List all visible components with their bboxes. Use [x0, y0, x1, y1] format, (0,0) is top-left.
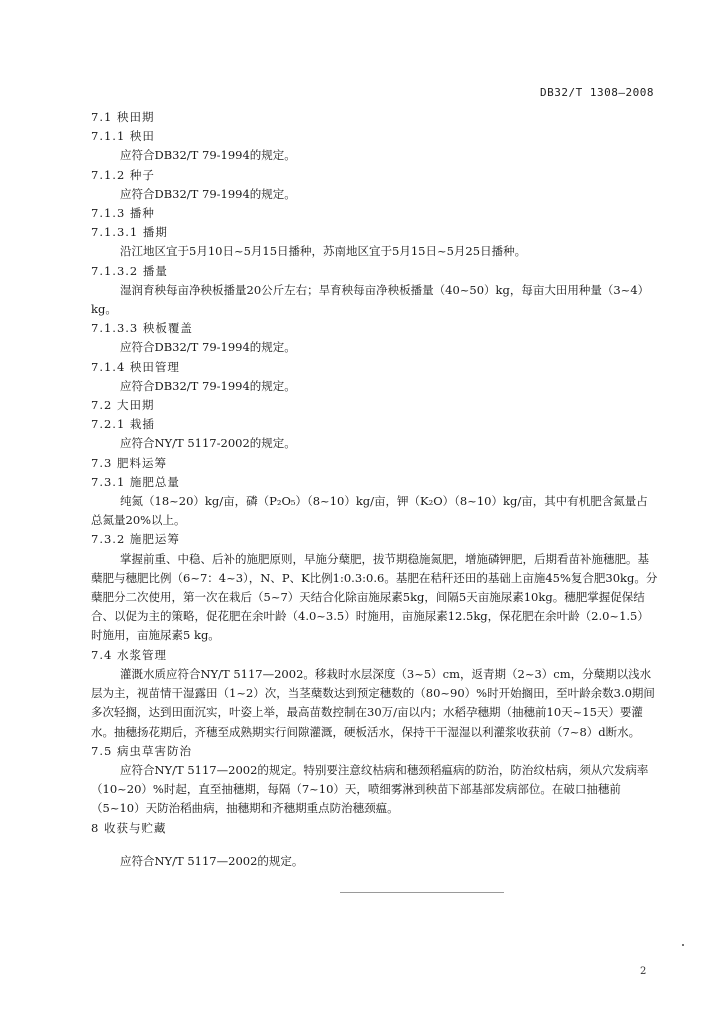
- heading-7-1-3-1: 7.1.3.1 播期: [91, 225, 168, 240]
- heading-7-4: 7.4 水浆管理: [91, 647, 167, 662]
- standard-code: DB32/T 1308—2008: [540, 86, 654, 99]
- paragraph-7-1-3-2: 湿润育秧每亩净秧板播量20公斤左右；旱育秧每亩净秧板播量（40~50）kg，每亩大田用种量（3~4）kg。: [91, 282, 650, 317]
- paragraph-7-4: 灌溉水质应符合NY/T 5117—2002。移栽时水层深度（3~5）cm，返青期（2~3）cm，分蘖期以浅水层为主，视苗情干湿露田（1~2）次，当茎蘖数达到预定穗数的（80~90）%时开始搁田，至叶龄余数3.0期间多次轻搁，达到田面沉实，叶姿上举，最高苗数控制在30万/亩以内；水稻孕穗期（抽穗前10天~15天）要灌水。抽穗扬花期后，齐穗至成熟期实行间隙灌溉，硬板活水，保持干干湿湿以利灌浆收获前（7~8）d断水。: [91, 666, 655, 739]
- heading-7-1-2: 7.1.2 种子: [91, 167, 155, 182]
- heading-7-1-3-3: 7.1.3.3 秧板覆盖: [91, 321, 193, 336]
- paragraph-7-5: 应符合NY/T 5117—2002的规定。特别要注意纹枯病和穗颈稻瘟病的防治，防治纹枯病，须从穴发病率（10~20）%时起，直至抽穗期，每隔（7~10）天，喷细雾淋到秧苗下部基部发病部位。在破口抽穗前（5~10）天防治稻曲病，抽穗期和齐穗期重点防治穗颈瘟。: [91, 762, 649, 816]
- heading-7-1-3: 7.1.3 播种: [91, 206, 155, 221]
- document-body: [91, 108, 659, 871]
- heading-7-1-4: 7.1.4 秧田管理: [91, 359, 180, 374]
- heading-7-1-1: 7.1.1 秧田: [91, 129, 155, 144]
- heading-7-2: 7.2 大田期: [91, 398, 155, 413]
- heading-7-5: 7.5 病虫草害防治: [91, 743, 192, 758]
- scan-mark: [682, 944, 684, 946]
- paragraph-7-2-1: 应符合NY/T 5117-2002的规定。: [120, 436, 296, 451]
- heading-7-3-2: 7.3.2 施肥运筹: [91, 532, 180, 547]
- page-number: 2: [640, 966, 647, 977]
- heading-7-2-1: 7.2.1 栽插: [91, 417, 155, 432]
- end-rule: [340, 892, 504, 893]
- paragraph-7-3-1: 纯氮（18~20）kg/亩，磷（P₂O₅）（8~10）kg/亩，钾（K₂O）（8~10）kg/亩，其中有机肥含氮量占总氮量20%以上。: [91, 494, 648, 528]
- paragraph-7-1-3-3: 应符合DB32/T 79-1994的规定。: [120, 340, 296, 355]
- paragraph-7-3-2: 掌握前重、中稳、后补的施肥原则，早施分蘖肥，拔节期稳施氮肥，增施磷钾肥，后期看苗补施穗肥。基蘖肥与穗肥比例（6~7：4~3），N、P、K比例1:0.3:0.6。基肥在秸秆还田的基础上亩施45%复合肥30kg。分蘖肥分二次使用，第一次在栽后（5~7）天结合化除亩施尿素5kg，间隔5天亩施尿素10kg。穗肥掌握促保结合、以促为主的策略，促花肥在余叶龄（4.0~3.5）时施用，亩施尿素12.5kg，保花肥在余叶龄（2.0~1.5）时施用，亩施尿素5 kg。: [91, 551, 658, 643]
- heading-7-3-1: 7.3.1 施肥总量: [91, 474, 180, 489]
- paragraph-7-1-4: 应符合DB32/T 79-1994的规定。: [120, 378, 296, 393]
- heading-7-1: 7.1 秧田期: [91, 110, 155, 124]
- heading-7-3: 7.3 肥料运筹: [91, 455, 167, 470]
- paragraph-7-1-3-1: 沿江地区宜于5月10日~5月15日播种，苏南地区宜于5月15日~5月25日播种。: [120, 244, 527, 259]
- paragraph-7-1-2: 应符合DB32/T 79-1994的规定。: [120, 186, 296, 201]
- paragraph-7-1-1: 应符合DB32/T 79-1994的规定。: [120, 148, 296, 163]
- heading-8: 8 收获与贮藏: [91, 820, 167, 835]
- paragraph-8: 应符合NY/T 5117—2002的规定。: [120, 853, 304, 868]
- heading-7-1-3-2: 7.1.3.2 播量: [91, 263, 168, 278]
